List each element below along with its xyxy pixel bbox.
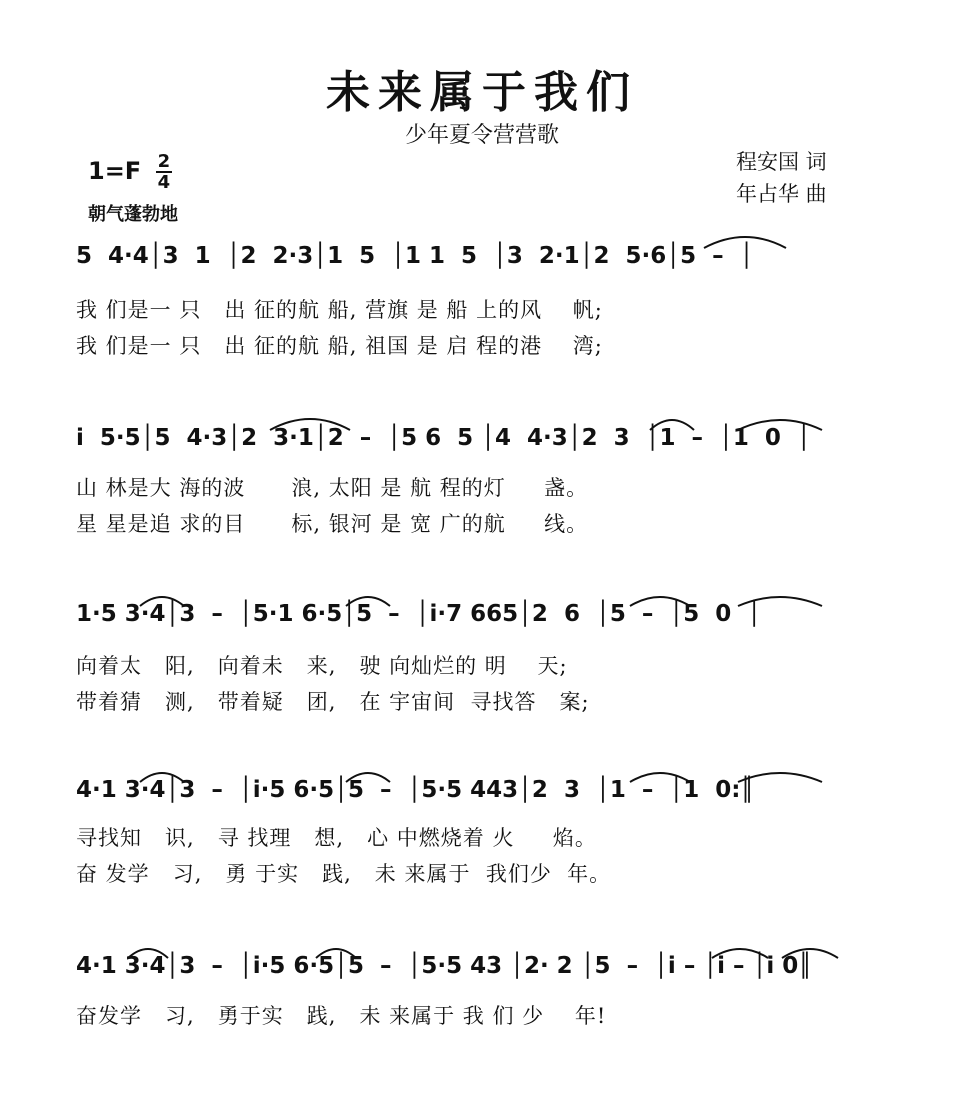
lyric-verse-1: 奋发学 习, 勇于实 践, 未 来属于 我 们 少 年!: [76, 1004, 607, 1028]
lyric-verse-1: 我 们是一 只 出 征的航 船, 营旗 是 船 上的风 帆;: [76, 298, 603, 322]
lyric-verse-1: 山 林是大 海的波 浪, 太阳 是 航 程的灯 盏。: [76, 476, 589, 500]
slur: [128, 949, 168, 958]
lyricist-credit: 程安国 词: [736, 150, 827, 174]
slur: [316, 949, 356, 958]
slur: [346, 773, 390, 782]
slur: [712, 949, 768, 958]
lyric-verse-2: 奋 发学 习, 勇 于实 践, 未 来属于 我们少 年。: [76, 862, 612, 886]
time-numerator: 2: [157, 151, 171, 172]
notation-line: 5 4·4│3 1 │2 2·3│1 5 │1 1 5 │3 2·1│2 5·6│5 – │: [76, 243, 754, 269]
lyric-verse-2: 带着猜 测, 带着疑 团, 在 宇宙间 寻找答 案;: [76, 690, 590, 714]
tempo-marking: 朝气蓬勃地: [88, 204, 178, 225]
notation-line: 1·5 3·4│3 – │5·1 6·5│5 – │i·7 665│2 6 │5 – │5 0 │: [76, 601, 762, 627]
slur: [738, 597, 822, 606]
slur: [782, 949, 838, 958]
slur: [346, 597, 390, 606]
song-title: 未来属于我们: [326, 67, 638, 118]
lyric-verse-1: 寻找知 识, 寻 找理 想, 心 中燃烧着 火 焰。: [76, 826, 597, 850]
slur: [738, 420, 822, 430]
time-denominator: 4: [157, 172, 171, 193]
slur: [704, 237, 786, 248]
slur: [650, 420, 694, 430]
key-label: 1=F: [88, 157, 142, 185]
slur: [630, 597, 690, 606]
notation-line: 4·1 3·4│3 – │i·5 6·5│5 – │5·5 443│2 3 │1 – │1 0:║: [76, 777, 755, 803]
composer-credit: 年占华 曲: [736, 182, 827, 206]
notation-line: 4·1 3·4│3 – │i·5 6·5│5 – │5·5 43 │2· 2 │5 – │i – │i – │i 0║: [76, 953, 813, 979]
notation-line: i 5·5│5 4·3│2 3·1│2 – │5 6 5 │4 4·3│2 3 │1 – │1 0 │: [76, 425, 811, 451]
slur: [140, 597, 184, 606]
slur: [270, 419, 350, 430]
lyric-verse-1: 向着太 阳, 向着未 来, 驶 向灿烂的 明 天;: [76, 654, 568, 678]
slur: [630, 773, 690, 782]
slur: [140, 773, 184, 782]
lyric-verse-2: 星 星是追 求的目 标, 银河 是 宽 广的航 线。: [76, 512, 589, 536]
song-subtitle: 少年夏令营营歌: [404, 123, 559, 148]
slur: [738, 773, 822, 782]
lyric-verse-2: 我 们是一 只 出 征的航 船, 祖国 是 启 程的港 湾;: [76, 334, 603, 358]
